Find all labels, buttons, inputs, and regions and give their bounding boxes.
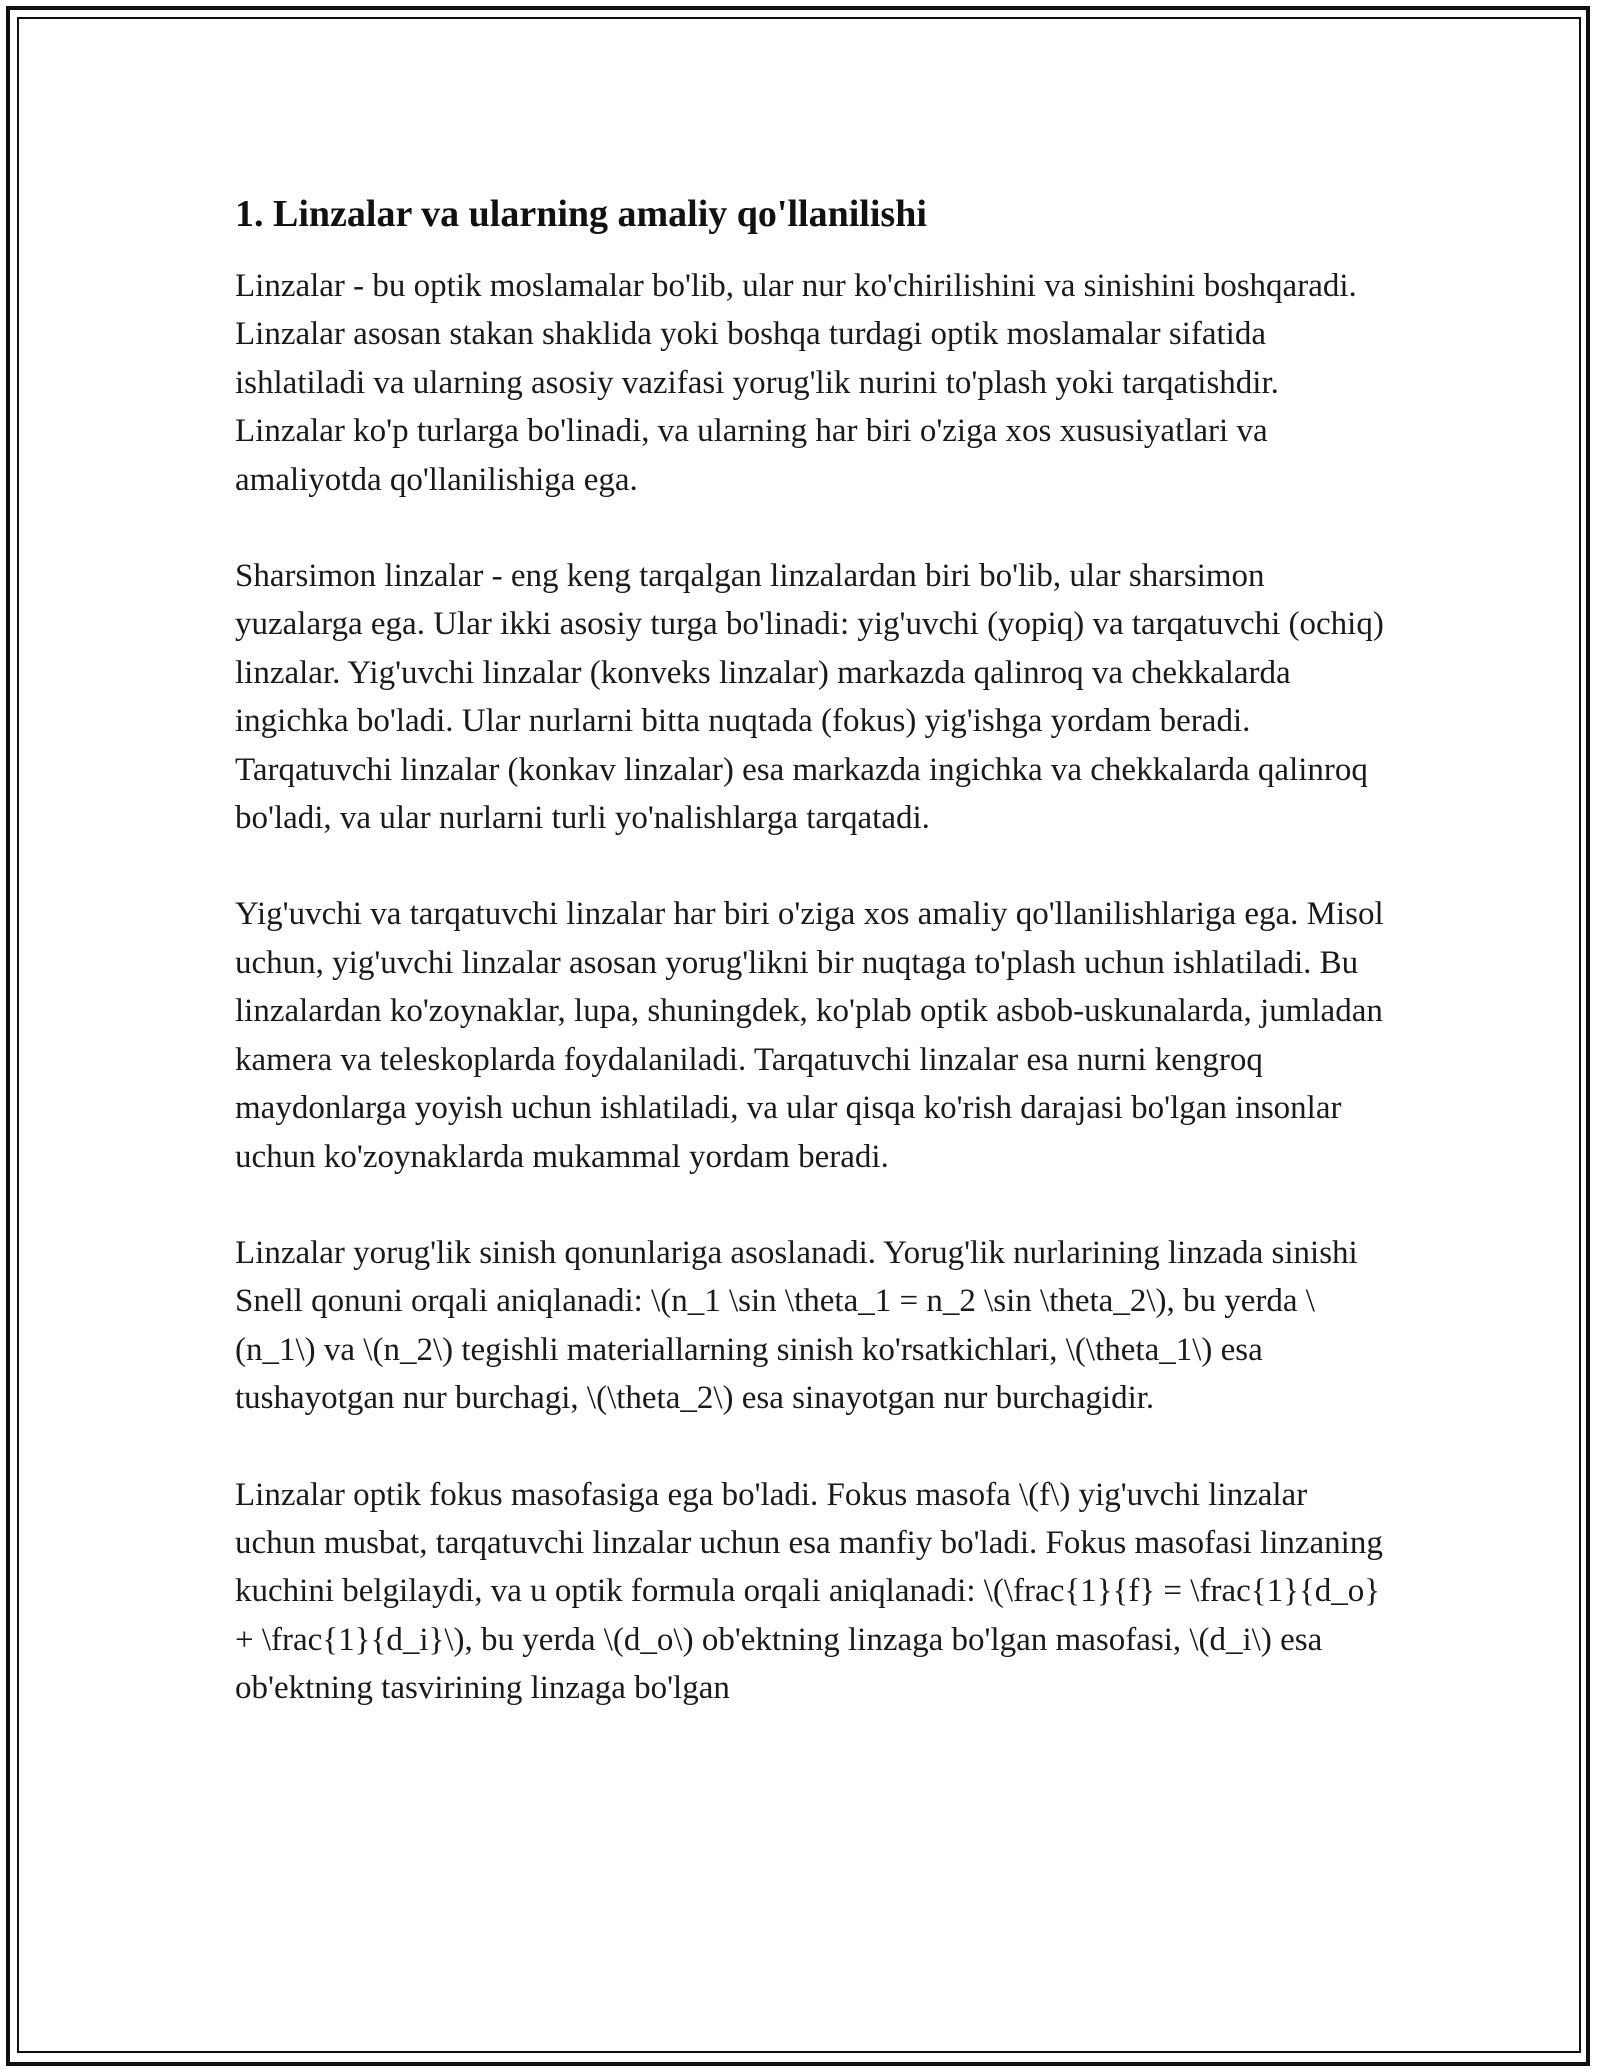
paragraph-snell-law: Linzalar yorug'lik sinish qonunlariga asoslanadi. Yorug'lik nurlarining linzada sinishi Snell qonuni orqali aniqlanadi: \(n_1 \sin \theta_1 = n_2 \sin \theta_2\), bu yerda \(n_1\) va \(n_2\) tegishli materiallarning sinish ko'rsatkichlari, \(\theta_1\) esa tushayotgan nur burchagi, \(\theta_2\) esa sinayotgan nur burchagidir. [235, 1234, 1358, 1417]
section-heading: 1. Linzalar va ularning amaliy qo'llanilishi [235, 193, 927, 235]
paragraph-applications: Yig'uvchi va tarqatuvchi linzalar har biri o'ziga xos amaliy qo'llanilishlariga ega. Misol uchun, yig'uvchi linzalar asosan yorug'likni bir nuqtaga to'plash uchun ishlatiladi. Bu linzalardan ko'zoynaklar, lupa, shuningdek, ko'plab optik asbob-uskunalarda, jumladan kamera va teleskoplarda foydalaniladi. Tarqatuvchi linzalar esa nurni kengroq maydonlarga yoyish uchun ishlatiladi, va ular qisqa ko'rish darajasi bo'lgan insonlar uchun ko'zoynaklarda mukammal yordam beradi. [235, 896, 1384, 1175]
paragraph-intro: Linzalar - bu optik moslamalar bo'lib, ular nur ko'chirilishini va sinishini boshqaradi. Linzalar asosan stakan shaklida yoki boshqa turdagi optik moslamalar sifatida ishlatiladi va ularning asosiy vazifasi yorug'lik nurini to'plash yoki tarqatishdir. Linzalar ko'p turlarga bo'linadi, va ularning har biri o'ziga xos xususiyatlari va amaliyotda qo'llanilishiga ega. [235, 268, 1357, 498]
paragraph-spherical-lenses: Sharsimon linzalar - eng keng tarqalgan linzalardan biri bo'lib, ular sharsimon yuzalarga ega. Ular ikki asosiy turga bo'linadi: yig'uvchi (yopiq) va tarqatuvchi (ochiq) linzalar. Yig'uvchi linzalar (konveks linzalar) markazda qalinroq va chekkalarda ingichka bo'ladi. Ular nurlarni bitta nuqtada (fokus) yig'ishga yordam beradi. Tarqatuvchi linzalar (konkav linzalar) esa markazda ingichka va chekkalarda qalinroq bo'ladi, va ular nurlarni turli yo'nalishlarga tarqatadi. [235, 558, 1384, 837]
document-body [235, 190, 1385, 1761]
paragraph-focal-length: Linzalar optik fokus masofasiga ega bo'ladi. Fokus masofa \(f\) yig'uvchi linzalar uchun musbat, tarqatuvchi linzalar uchun esa manfiy bo'ladi. Fokus masofasi linzaning kuchini belgilaydi, va u optik formula orqali aniqlanadi: \(\frac{1}{f} = \frac{1}{d_o} + \frac{1}{d_i}\), bu yerda \(d_o\) ob'ektning linzaga bo'lgan masofasi, \(d_i\) esa ob'ektning tasvirining linzaga bo'lgan [235, 1476, 1383, 1707]
